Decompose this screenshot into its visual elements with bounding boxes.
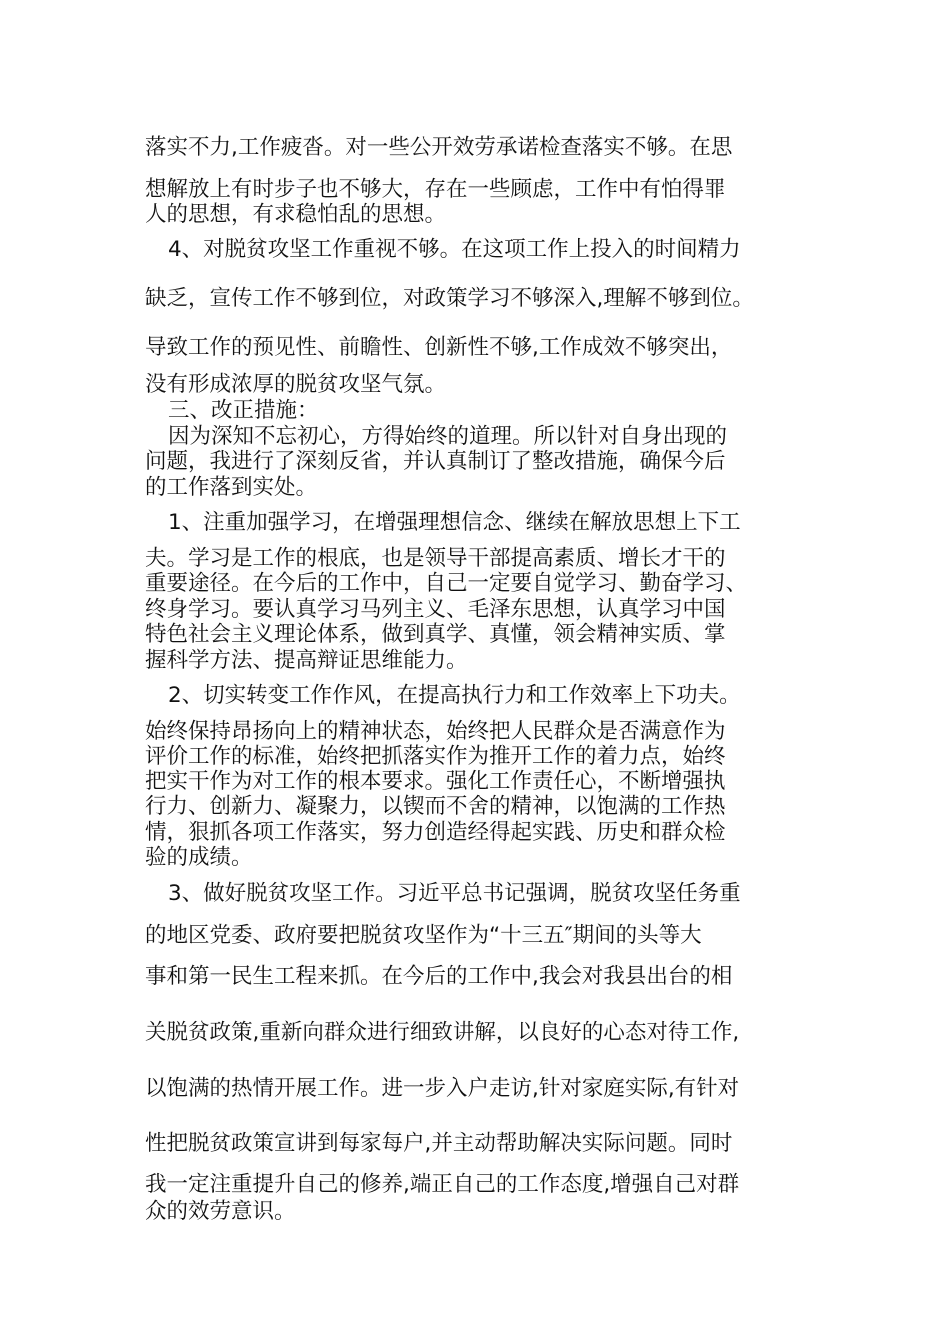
text-line: 众的效劳意识。 (145, 1199, 296, 1224)
text-line: 夫。学习是工作的根底，也是领导干部提高素质、增长才干的 (145, 546, 726, 571)
text-line: 情，狠抓各项工作落实，努力创造经得起实践、历史和群众检 (145, 820, 726, 845)
text-line: 特色社会主义理论体系，做到真学、真懂，领会精神实质、掌 (145, 622, 726, 647)
text-line: 没有形成浓厚的脱贫攻坚气氛。 (145, 372, 447, 397)
text-line: 想解放上有时步子也不够大，存在一些顾虑，工作中有怕得罪 (145, 177, 726, 202)
text-line: 导致工作的预见性、前瞻性、创新性不够,工作成效不够突出， (145, 335, 733, 360)
text-line: 事和第一民生工程来抓。在今后的工作中,我会对我县出台的相 (145, 964, 733, 989)
text-line: 2、切实转变工作作风，在提高执行力和工作效率上下功夫。 (168, 683, 741, 708)
text-line: 缺乏，宣传工作不够到位，对政策学习不够深入,理解不够到位。 (145, 286, 754, 311)
text-line: 性把脱贫政策宣讲到每家每户,并主动帮助解决实际问题。同时 (145, 1131, 733, 1156)
text-line: 问题，我进行了深刻反省，并认真制订了整改措施，确保今后 (145, 449, 726, 474)
text-line: 的地区党委、政府要把脱贫攻坚作为“十三五″期间的头等大 (145, 923, 702, 948)
text-line: 的工作落到实处。 (145, 475, 318, 500)
text-line: 行力、创新力、凝聚力，以锲而不舍的精神，以饱满的工作热 (145, 794, 726, 819)
text-line: 终身学习。要认真学习马列主义、毛泽东思想，认真学习中国 (145, 597, 726, 622)
text-line: 3、做好脱贫攻坚工作。习近平总书记强调，脱贫攻坚任务重 (168, 881, 741, 906)
text-line: 落实不力,工作疲沓。对一些公开效劳承诺检查落实不够。在思 (145, 135, 733, 160)
text-line: 验的成绩。 (145, 845, 253, 870)
section-heading: 三、改正措施： (168, 398, 319, 423)
text-line: 关脱贫政策,重新向群众进行细致讲解，以良好的心态对待工作, (145, 1020, 740, 1045)
text-line: 以饱满的热情开展工作。进一步入户走访,针对家庭实际,有针对 (145, 1076, 740, 1101)
text-line: 4、对脱贫攻坚工作重视不够。在这项工作上投入的时间精力 (168, 237, 741, 262)
text-line: 评价工作的标准，始终把抓落实作为推开工作的着力点，始终 (145, 744, 726, 769)
text-line: 把实干作为对工作的根本要求。强化工作责任心，不断增强执 (145, 769, 726, 794)
text-line: 人的思想，有求稳怕乱的思想。 (145, 202, 447, 227)
text-line: 握科学方法、提高辩证思维能力。 (145, 648, 468, 673)
text-line: 因为深知不忘初心，方得始终的道理。所以针对自身出现的 (168, 424, 728, 449)
text-line: 我一定注重提升自己的修养,端正自己的工作态度,增强自己对群 (145, 1172, 740, 1197)
text-line: 始终保持昂扬向上的精神状态，始终把人民群众是否满意作为 (145, 719, 726, 744)
text-line: 1、注重加强学习，在增强理想信念、继续在解放思想上下工 (168, 510, 741, 535)
text-line: 重要途径。在今后的工作中，自己一定要自觉学习、勤奋学习、 (145, 571, 748, 596)
